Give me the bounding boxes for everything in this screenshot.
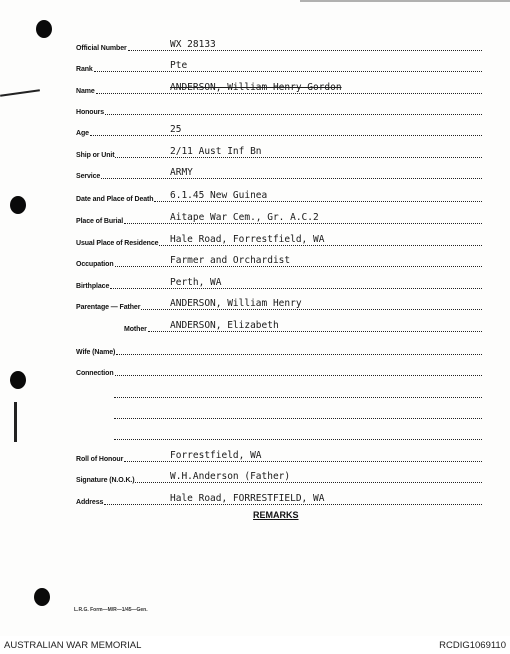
field-value: ANDERSON, William Henry Gordon bbox=[170, 82, 342, 93]
field-label: Usual Place of Residence bbox=[76, 240, 159, 247]
field-label: Rank bbox=[76, 66, 93, 73]
punch-hole bbox=[34, 588, 50, 606]
dotted-rule bbox=[124, 461, 482, 462]
field-value: Pte bbox=[170, 60, 188, 71]
form-row bbox=[0, 486, 510, 508]
field-value: ANDERSON, Elizabeth bbox=[170, 320, 279, 331]
form-row bbox=[0, 336, 510, 358]
field-value: Hale Road, Forrestfield, WA bbox=[170, 234, 325, 245]
field-label: Parentage — Father bbox=[76, 304, 141, 311]
dotted-rule bbox=[105, 114, 482, 115]
field-label: Signature (N.O.K.) bbox=[76, 477, 135, 484]
scan-speck bbox=[300, 0, 510, 2]
field-value: Perth, WA bbox=[170, 277, 222, 288]
field-value: W.H.Anderson (Father) bbox=[170, 471, 291, 482]
field-label: Mother bbox=[124, 326, 147, 333]
dotted-rule bbox=[94, 71, 482, 72]
dotted-rule bbox=[96, 93, 482, 94]
dotted-rule bbox=[116, 354, 482, 355]
form-row bbox=[0, 270, 510, 292]
form-row bbox=[0, 357, 510, 379]
dotted-rule bbox=[154, 201, 482, 202]
field-label: Wife (Name) bbox=[76, 349, 116, 356]
field-value: ARMY bbox=[170, 167, 193, 178]
field-value: Aitape War Cem., Gr. A.C.2 bbox=[170, 212, 319, 223]
dotted-rule bbox=[114, 397, 482, 398]
dotted-rule bbox=[159, 245, 482, 246]
dotted-rule bbox=[115, 375, 482, 376]
field-label: Connection bbox=[76, 370, 114, 377]
form-row bbox=[0, 96, 510, 118]
dotted-rule bbox=[115, 157, 482, 158]
dotted-rule bbox=[128, 50, 482, 51]
dotted-rule bbox=[114, 418, 482, 419]
field-label: Name bbox=[76, 88, 95, 95]
form-row bbox=[0, 464, 510, 486]
form-row bbox=[0, 400, 510, 422]
field-label: Date and Place of Death bbox=[76, 196, 154, 203]
dotted-rule bbox=[141, 309, 482, 310]
field-value: Hale Road, FORRESTFIELD, WA bbox=[170, 493, 325, 504]
field-label: Birthplace bbox=[76, 283, 110, 290]
form-row bbox=[0, 227, 510, 249]
field-value: 6.1.45 New Guinea bbox=[170, 190, 268, 201]
form-number: L.R.G. Form—M/R—1/45—Gen. bbox=[74, 607, 148, 613]
dotted-rule bbox=[135, 482, 482, 483]
form-row bbox=[0, 313, 510, 335]
field-label: Address bbox=[76, 499, 104, 506]
form-row bbox=[0, 248, 510, 270]
dotted-rule bbox=[114, 439, 482, 440]
dotted-rule bbox=[148, 331, 482, 332]
field-label: Roll of Honour bbox=[76, 456, 124, 463]
form-row bbox=[0, 32, 510, 54]
footer-credit: AUSTRALIAN WAR MEMORIAL bbox=[4, 640, 142, 651]
field-label: Place of Burial bbox=[76, 218, 124, 225]
field-label: Age bbox=[76, 130, 89, 137]
form-row bbox=[0, 75, 510, 97]
form-row bbox=[0, 183, 510, 205]
field-value: Forrestfield, WA bbox=[170, 450, 262, 461]
field-value: ANDERSON, William Henry bbox=[170, 298, 302, 309]
field-value: 25 bbox=[170, 124, 182, 135]
field-value: 2/11 Aust Inf Bn bbox=[170, 146, 262, 157]
field-value: Farmer and Orchardist bbox=[170, 255, 291, 266]
form-row bbox=[0, 421, 510, 443]
form-row bbox=[0, 139, 510, 161]
form-row bbox=[0, 291, 510, 313]
field-label: Occupation bbox=[76, 261, 114, 268]
form-row bbox=[0, 379, 510, 401]
dotted-rule bbox=[110, 288, 482, 289]
field-label: Service bbox=[76, 173, 101, 180]
form-row bbox=[0, 205, 510, 227]
form-row bbox=[0, 117, 510, 139]
form-row bbox=[0, 53, 510, 75]
field-value: WX 28133 bbox=[170, 39, 216, 50]
dotted-rule bbox=[115, 266, 482, 267]
field-label: Ship or Unit bbox=[76, 152, 115, 159]
footer-record-id: RCDIG1069110 bbox=[439, 640, 506, 651]
field-label: Honours bbox=[76, 109, 105, 116]
dotted-rule bbox=[90, 135, 482, 136]
dotted-rule bbox=[101, 178, 482, 179]
dotted-rule bbox=[104, 504, 482, 505]
remarks-heading: REMARKS bbox=[253, 510, 299, 520]
dotted-rule bbox=[124, 223, 482, 224]
form-row bbox=[0, 160, 510, 182]
field-label: Official Number bbox=[76, 45, 127, 52]
form-row bbox=[0, 443, 510, 465]
